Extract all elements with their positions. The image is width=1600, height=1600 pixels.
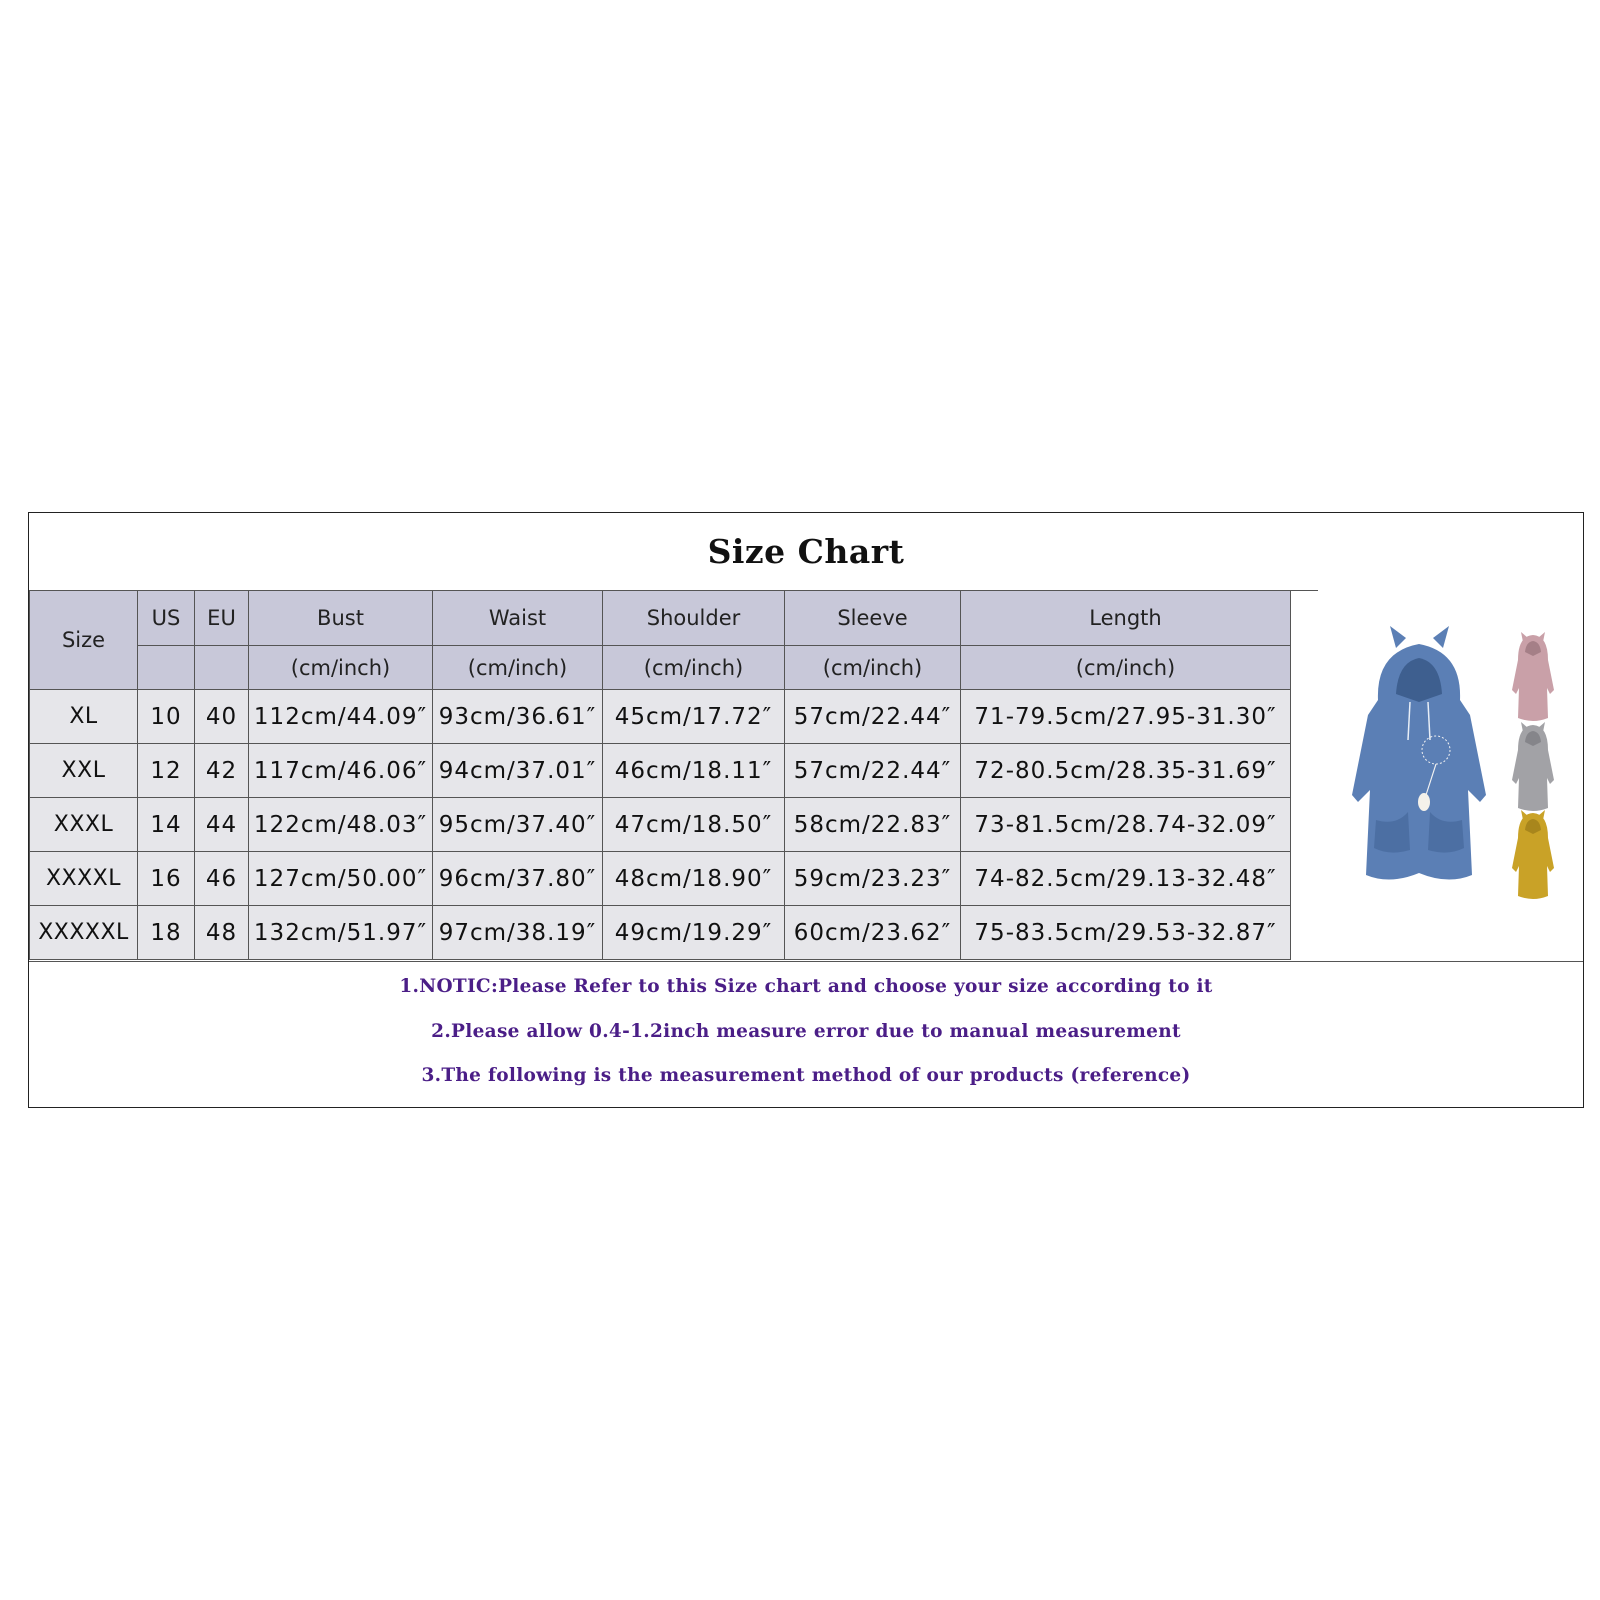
header-shoulder: Shoulder bbox=[603, 591, 785, 646]
cell-bust: 122cm/48.03″ bbox=[249, 798, 433, 852]
cell-eu: 46 bbox=[195, 852, 249, 906]
cell-shoulder: 45cm/17.72″ bbox=[603, 690, 785, 744]
cell-waist: 93cm/36.61″ bbox=[433, 690, 603, 744]
header-sleeve: Sleeve bbox=[785, 591, 961, 646]
table-row bbox=[30, 690, 1291, 744]
cell-sleeve: 57cm/22.44″ bbox=[785, 690, 961, 744]
cell-size: XXXXXL bbox=[30, 906, 138, 960]
cell-sleeve: 57cm/22.44″ bbox=[785, 744, 961, 798]
cell-sleeve: 59cm/23.23″ bbox=[785, 852, 961, 906]
cell-us: 16 bbox=[138, 852, 195, 906]
table-row bbox=[30, 852, 1291, 906]
cell-us: 12 bbox=[138, 744, 195, 798]
hoodie-illustrations bbox=[1318, 590, 1583, 961]
unit-label-length: (cm/inch) bbox=[961, 646, 1291, 690]
cell-size: XXL bbox=[30, 744, 138, 798]
cell-us: 14 bbox=[138, 798, 195, 852]
cell-length: 75-83.5cm/29.53-32.87″ bbox=[961, 906, 1291, 960]
header-length: Length bbox=[961, 591, 1291, 646]
cell-eu: 48 bbox=[195, 906, 249, 960]
cell-eu: 44 bbox=[195, 798, 249, 852]
cell-shoulder: 47cm/18.50″ bbox=[603, 798, 785, 852]
cell-sleeve: 58cm/22.83″ bbox=[785, 798, 961, 852]
chart-title: Size Chart bbox=[29, 513, 1583, 591]
hoodie-gray-image bbox=[1512, 722, 1554, 811]
cell-bust: 132cm/51.97″ bbox=[249, 906, 433, 960]
note-3: 3.The following is the measurement method of our products (reference) bbox=[421, 1065, 1191, 1086]
note-1: 1.NOTIC:Please Refer to this Size chart and choose your size according to it bbox=[399, 976, 1213, 997]
cell-shoulder: 48cm/18.90″ bbox=[603, 852, 785, 906]
table-row bbox=[30, 744, 1291, 798]
cell-bust: 112cm/44.09″ bbox=[249, 690, 433, 744]
cell-shoulder: 46cm/18.11″ bbox=[603, 744, 785, 798]
unit-label-bust: (cm/inch) bbox=[249, 646, 433, 690]
header-waist: Waist bbox=[433, 591, 603, 646]
size-chart bbox=[28, 512, 1584, 1108]
size-table bbox=[29, 590, 1291, 960]
product-photo bbox=[1318, 590, 1583, 961]
unit-label-shoulder: (cm/inch) bbox=[603, 646, 785, 690]
header-us: US bbox=[138, 591, 195, 646]
cell-waist: 94cm/37.01″ bbox=[433, 744, 603, 798]
notes-section bbox=[29, 961, 1583, 1108]
table-row bbox=[30, 906, 1291, 960]
cell-waist: 97cm/38.19″ bbox=[433, 906, 603, 960]
cell-size: XXXXL bbox=[30, 852, 138, 906]
cell-length: 73-81.5cm/28.74-32.09″ bbox=[961, 798, 1291, 852]
header-eu: EU bbox=[195, 591, 249, 646]
cell-bust: 117cm/46.06″ bbox=[249, 744, 433, 798]
cell-bust: 127cm/50.00″ bbox=[249, 852, 433, 906]
hoodie-blue-image bbox=[1352, 626, 1486, 880]
cell-length: 71-79.5cm/27.95-31.30″ bbox=[961, 690, 1291, 744]
cell-length: 74-82.5cm/29.13-32.48″ bbox=[961, 852, 1291, 906]
unit-label-waist: (cm/inch) bbox=[433, 646, 603, 690]
cell-size: XXXL bbox=[30, 798, 138, 852]
cell-sleeve: 60cm/23.62″ bbox=[785, 906, 961, 960]
cell-eu: 42 bbox=[195, 744, 249, 798]
cell-length: 72-80.5cm/28.35-31.69″ bbox=[961, 744, 1291, 798]
cell-waist: 96cm/37.80″ bbox=[433, 852, 603, 906]
header-us-blank bbox=[138, 646, 195, 690]
note-2: 2.Please allow 0.4-1.2inch measure error due to manual measurement bbox=[431, 1021, 1181, 1042]
cell-waist: 95cm/37.40″ bbox=[433, 798, 603, 852]
cell-eu: 40 bbox=[195, 690, 249, 744]
header-eu-blank bbox=[195, 646, 249, 690]
cell-size: XL bbox=[30, 690, 138, 744]
cell-us: 18 bbox=[138, 906, 195, 960]
header-bust: Bust bbox=[249, 591, 433, 646]
table-row bbox=[30, 798, 1291, 852]
cell-shoulder: 49cm/19.29″ bbox=[603, 906, 785, 960]
unit-label-sleeve: (cm/inch) bbox=[785, 646, 961, 690]
hoodie-mustard-image bbox=[1512, 810, 1554, 899]
cell-us: 10 bbox=[138, 690, 195, 744]
hoodie-pink-image bbox=[1512, 632, 1554, 721]
header-size: Size bbox=[30, 591, 138, 690]
